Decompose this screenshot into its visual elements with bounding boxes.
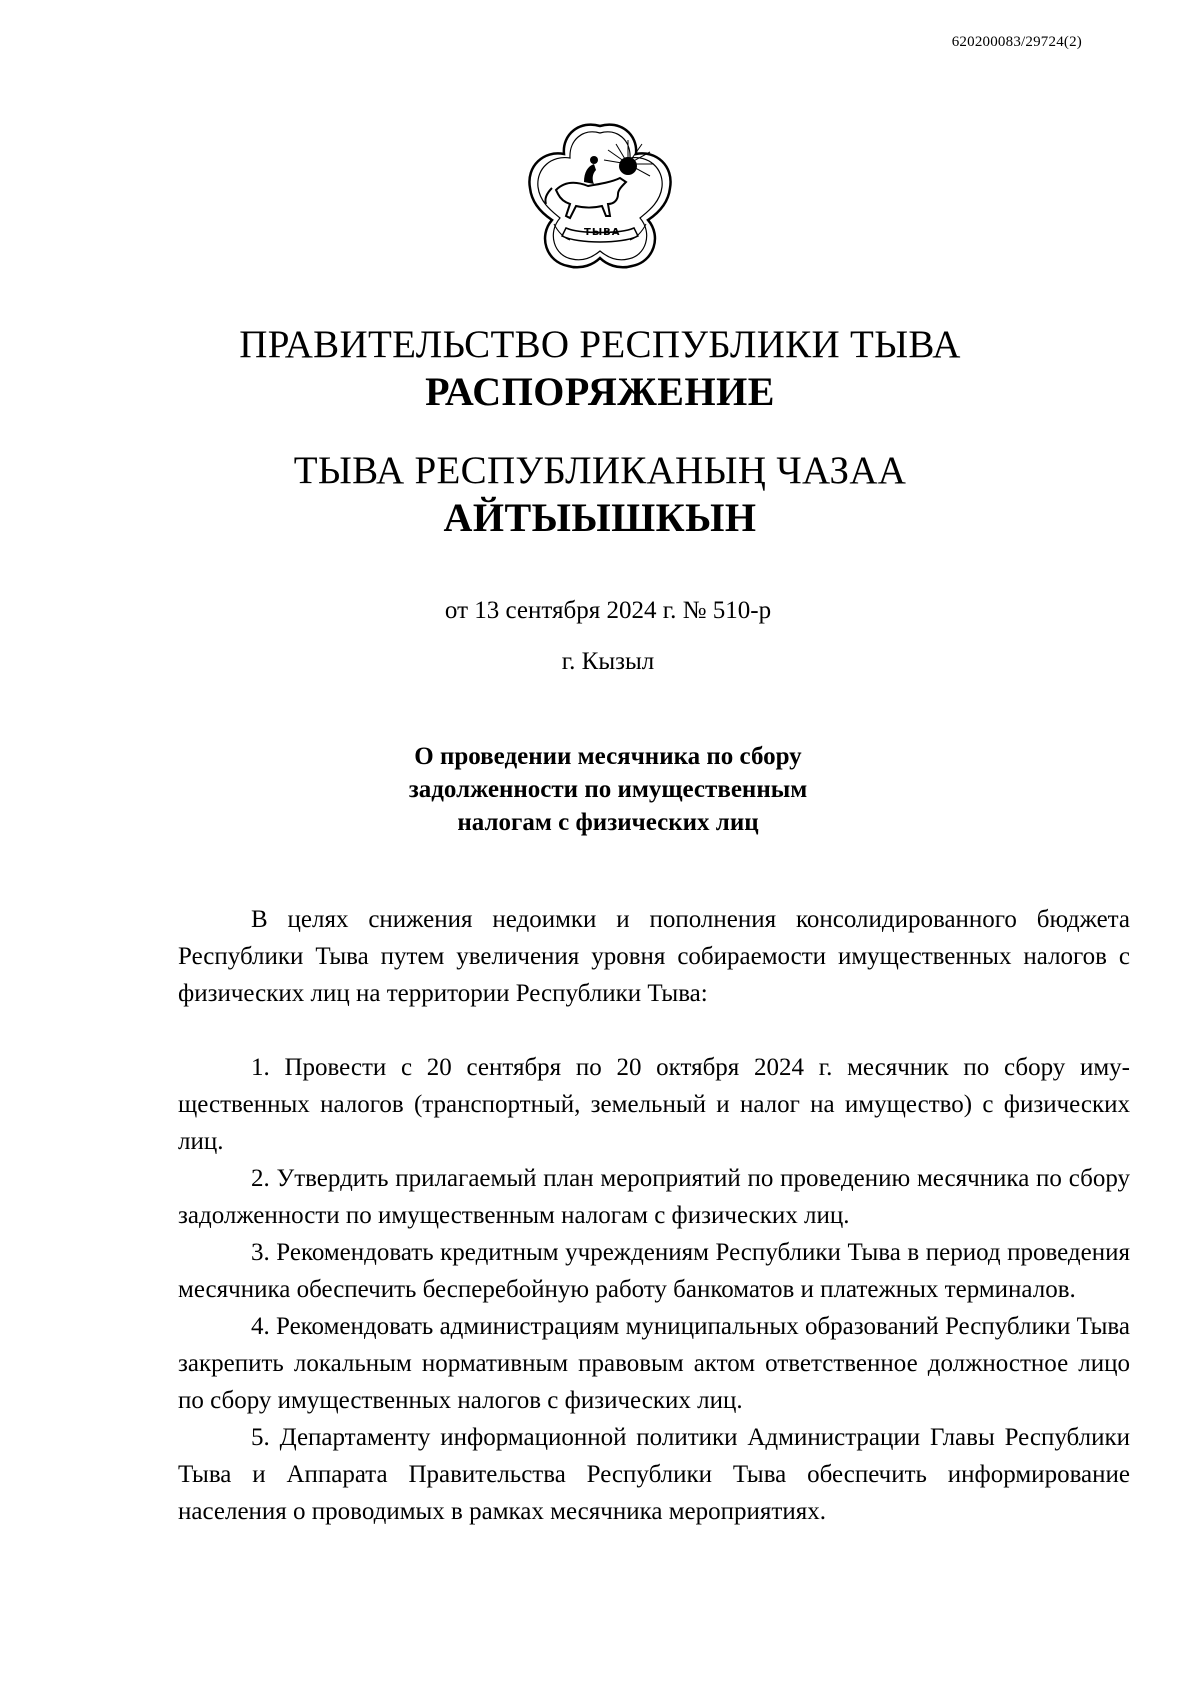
list-item: 4. Рекомендовать администрациям муниципальных образований Республики Тыва закрепить локальным нормативным правовым актом ответственное должностное лицо по сбору имущественных налогов с физических лиц.: [178, 1313, 1131, 1414]
heading-line: О проведении месячника по сбору: [414, 743, 802, 770]
intro-paragraph: В целях снижения недоимки и пополнения консолидированного бюджета Республики Тыва путем увеличения уровня собираемости имущественных налогов с физических лиц на территории Республики Тыва:: [178, 906, 1130, 1007]
document-heading: [0, 740, 1200, 839]
document-type-ru: РАСПОРЯЖЕНИЕ: [425, 369, 775, 414]
government-title-tv: ТЫВА РЕСПУБЛИКАНЫҢ ЧАЗАА: [293, 449, 907, 492]
emblem-inscription: ТЫВА: [584, 227, 621, 238]
list-item: 3. Рекомендовать кредитным учреждениям Республики Тыва в период проведения месячника обеспечить бесперебойную работу банкоматов и платежных терминалов.: [178, 1239, 1130, 1303]
document-city: г. Кызыл: [561, 648, 655, 675]
government-title-ru: ПРАВИТЕЛЬСТВО РЕСПУБЛИКИ ТЫВА: [239, 323, 961, 366]
document-body: [178, 901, 1130, 1530]
list-item: 1. Провести с 20 сентября по 20 октября 2024 г. месячник по сбору имущественных налогов (транспортный, земельный и налог на имущество) с физических лиц.: [178, 1054, 1130, 1155]
document-date-number: от 13 сентября 2024 г. № 510-р: [444, 597, 772, 624]
document-type-tv: АЙТЫЫШКЫН: [443, 495, 757, 540]
heading-line: налогам с физических лиц: [457, 809, 759, 836]
list-item: 5. Департаменту информационной политики Администрации Главы Республики Тыва и Аппарата Правительства Республики Тыва обеспечить информирование населения о проводимых в рамках месячника мероприятиях.: [178, 1424, 1130, 1525]
tuva-coat-of-arms-icon: [522, 120, 678, 280]
list-item: 2. Утвердить прилагаемый план мероприятий по проведению месячника по сбору задолженности по имущественным налогам с физических лиц.: [178, 1165, 1130, 1229]
document-number: 620200083/29724(2): [951, 34, 1082, 50]
heading-line: задолженности по имущественным: [408, 776, 808, 803]
